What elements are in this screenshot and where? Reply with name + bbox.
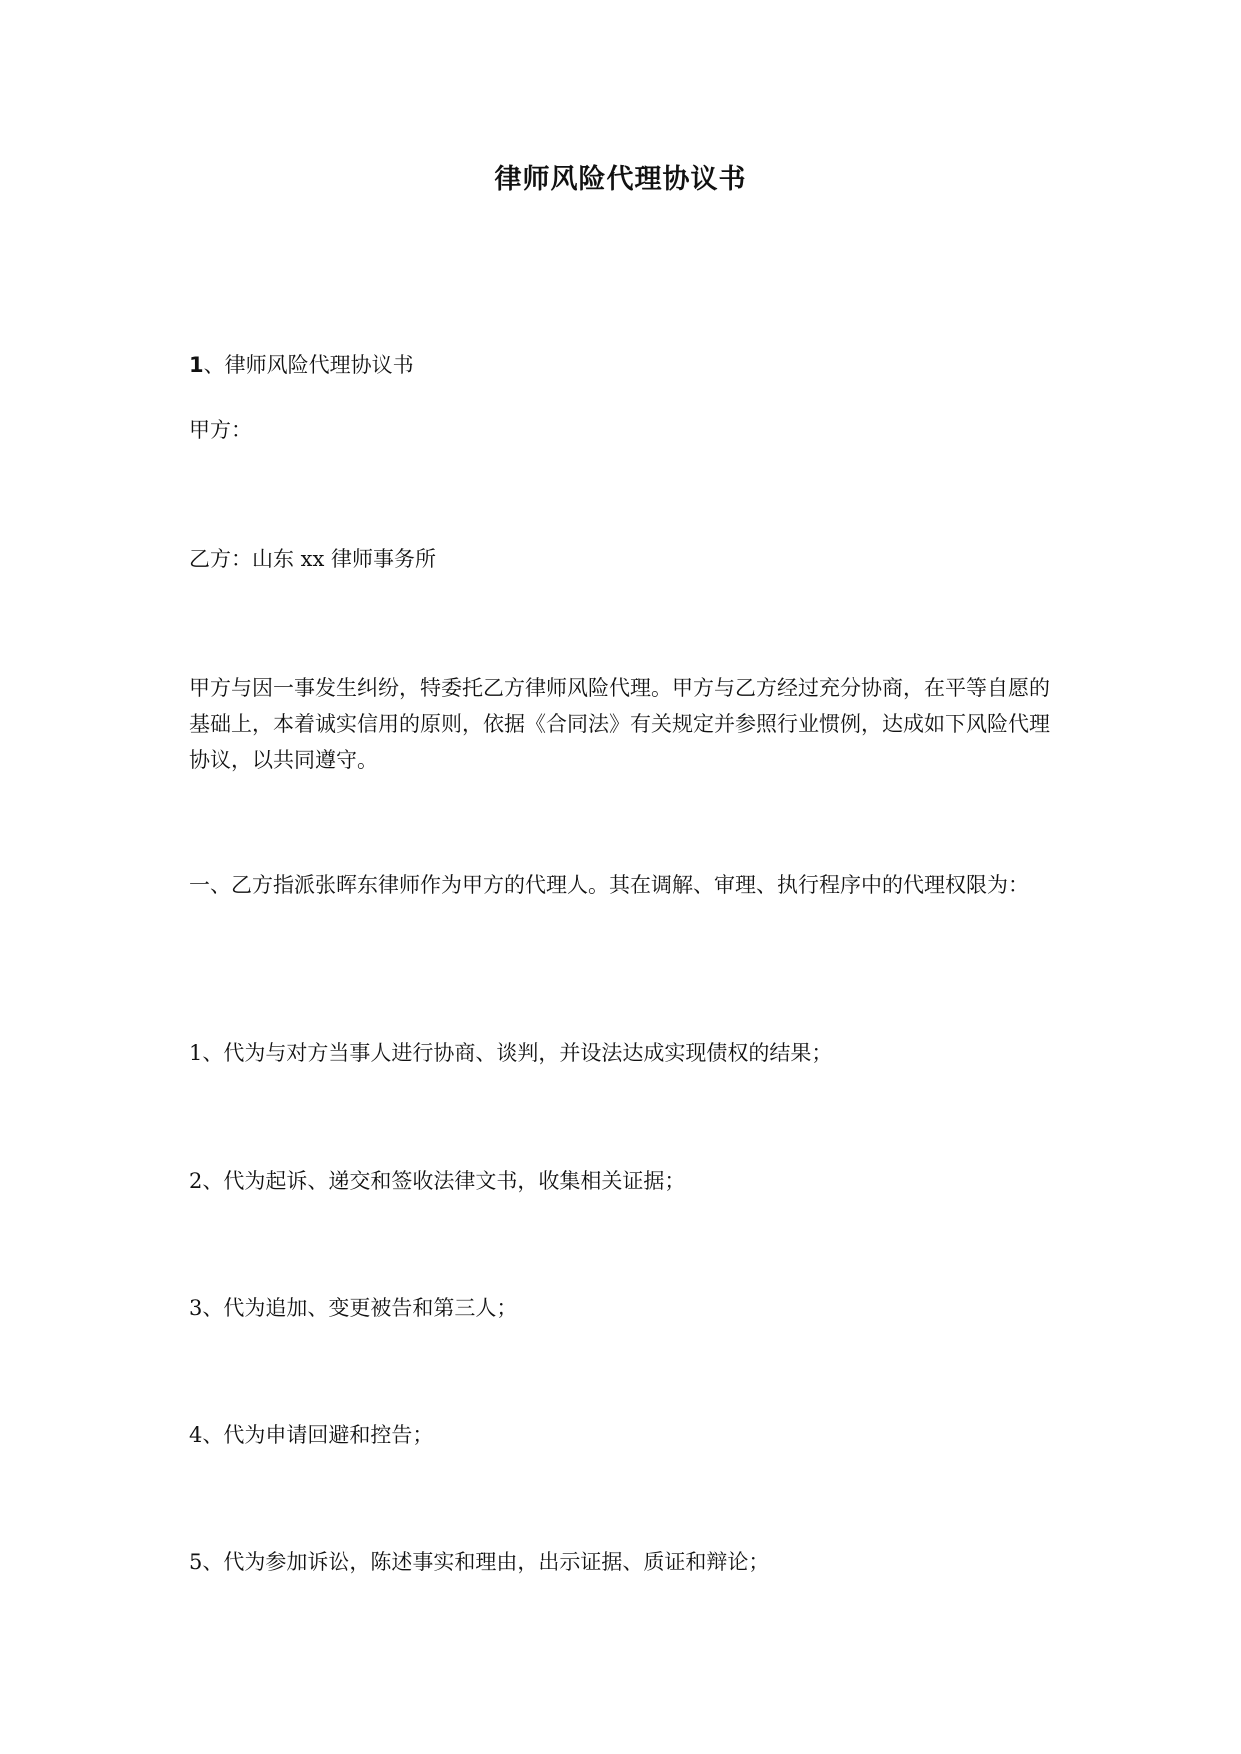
party-a: 甲方： [189,418,252,442]
list-item: 1、代为与对方当事人进行协商、谈判，并设法达成实现债权的结果； [189,1041,833,1065]
section-heading [189,347,1059,383]
intro-paragraph: 甲方与因一事发生纠纷，特委托乙方律师风险代理。甲方与乙方经过充分协商，在平等自愿的基础上，本着诚实信用的原则，依据《合同法》有关规定并参照行业惯例，达成如下风险代理协议，以共同遵守。 [189,676,1050,772]
list-item: 5、代为参加诉讼，陈述事实和理由，出示证据、质证和辩论； [189,1550,770,1574]
section-heading-number: 1 [189,353,204,377]
clause-one: 一、乙方指派张晖东律师作为甲方的代理人。其在调解、审理、执行程序中的代理权限为： [189,873,1029,897]
document-title: 律师风险代理协议书 [494,164,747,195]
section-heading-text: 、律师风险代理协议书 [203,353,414,377]
list-item: 2、代为起诉、递交和签收法律文书，收集相关证据； [189,1169,686,1193]
party-b: 乙方：山东 xx 律师事务所 [189,547,437,571]
list-item: 4、代为申请回避和控告； [189,1423,434,1447]
list-item: 3、代为追加、变更被告和第三人； [189,1296,518,1320]
